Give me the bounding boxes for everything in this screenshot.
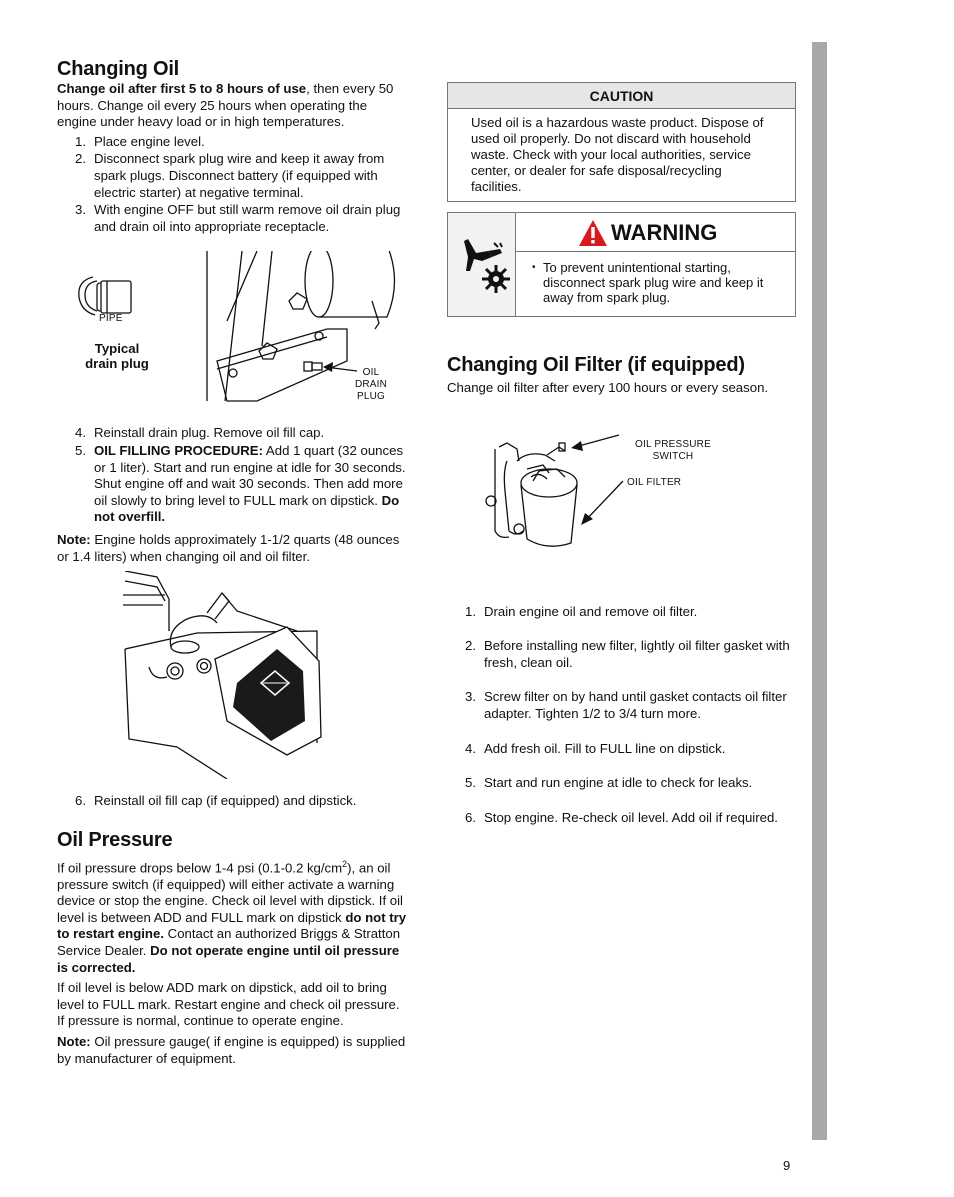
oil-filter-subtitle: Change oil filter after every 100 hours or every season. — [447, 380, 769, 395]
warning-box — [447, 212, 796, 317]
list-item: 6. Reinstall oil fill cap (if equipped) and dipstick. — [75, 793, 357, 809]
oil-filter-label: OIL FILTER — [627, 476, 682, 488]
page-edge-bar — [812, 42, 827, 1140]
oil-fill-illustration — [57, 571, 409, 779]
caution-heading: CAUTION — [448, 83, 795, 109]
changing-oil-steps-b — [57, 425, 409, 526]
list-item: 3. Screw filter on by hand until gasket contacts oil filter adapter. Tighten 1/2 to 3/4 turn more. — [465, 689, 787, 721]
list-item: 4. Add fresh oil. Fill to FULL line on dipstick. — [465, 740, 726, 756]
oil-capacity-note: Note: Engine holds approximately 1-1/2 quarts (48 ounces or 1.4 liters) when changing oil and oil filter. — [57, 531, 400, 564]
list-item: 1. Place engine level. — [75, 133, 205, 149]
right-column — [447, 82, 797, 844]
typical-drain-plug-label: Typical drain plug — [85, 341, 149, 372]
pipe-label: PIPE — [99, 313, 123, 325]
list-item: 6. Stop engine. Re-check oil level. Add oil if required. — [465, 809, 778, 825]
oil-pressure-paragraph-2: If oil level is below ADD mark on dipstick, add oil to bring level to FULL mark. Restart engine and check oil pressure. If pressure is normal, continue to operate engine. — [57, 980, 400, 1029]
warning-heading-row — [516, 213, 795, 252]
oil-drain-plug-label: OIL DRAIN PLUG — [354, 367, 388, 403]
list-item: 2. Before installing new filter, lightly oil filter gasket with fresh, clean oil. — [465, 638, 790, 670]
oil-pressure-switch-label: OIL PRESSURE SWITCH — [635, 438, 711, 462]
caution-text: Used oil is a hazardous waste product. Dispose of used oil properly. Do not discard with household waste. Check with your local authorities, service center, or dealer for safe disposal/recycling facilities. — [471, 115, 764, 194]
page-number: 9 — [783, 1158, 791, 1173]
drain-plug-figure — [57, 251, 409, 419]
oil-filter-title: Changing Oil Filter (if equipped) — [447, 354, 745, 376]
list-item: 1. Drain engine oil and remove oil filter. — [465, 603, 698, 619]
shock-hazard-icon — [448, 213, 516, 316]
list-item: 5. OIL FILLING PROCEDURE: Add 1 quart (32 ounces or 1 liter). Start and run engine at idle for 30 seconds. Shut engine off and wait 30 seconds. Then add more oil slowly to bring level to FULL mark on dipstick. Do not overfill. — [75, 442, 406, 525]
list-item: 2. Disconnect spark plug wire and keep it away from spark plugs. Disconnect battery (if equipped with electric starter) at negative terminal. — [75, 151, 385, 200]
list-item: 4. Reinstall drain plug. Remove oil fill cap. — [75, 425, 325, 441]
oil-filter-section — [447, 353, 797, 826]
oil-filter-figure — [447, 421, 797, 581]
warning-triangle-icon — [578, 219, 608, 247]
list-item: 5. Start and run engine at idle to check for leaks. — [465, 775, 753, 791]
changing-oil-intro: Change oil after first 5 to 8 hours of use, then every 50 hours. Change oil every 25 hours when operating the engine under heavy load or in high temperatures. — [57, 81, 394, 130]
oil-filter-steps — [447, 604, 797, 827]
oil-pressure-title: Oil Pressure — [57, 828, 173, 851]
oil-fill-figure — [57, 571, 409, 779]
oil-pressure-paragraph-1: If oil pressure drops below 1-4 psi (0.1-0.2 $kg/cm^2$), an oil pressure switch (if equipped) will either activate a warning device or stop the engine. Check oil level with dipstick. If oil level is between ADD and FULL mark on dipstick do not try to restart engine. Contact an authorized Briggs & Stratton Service Dealer. Do not operate engine until oil pressure is corrected. — [57, 858, 407, 975]
left-column — [57, 57, 409, 1067]
warning-text: • To prevent unintentional starting, disconnect spark plug wire and keep it away from spark plug. — [532, 260, 764, 305]
caution-box — [447, 82, 796, 202]
oil-pressure-section — [57, 828, 409, 1068]
warning-heading: WARNING — [611, 220, 718, 245]
changing-oil-steps — [57, 134, 409, 236]
oil-filter-illustration — [447, 421, 797, 581]
oil-pressure-note: Note: Oil pressure gauge( if engine is equipped) is supplied by manufacturer of equipment. — [57, 1034, 406, 1066]
list-item: 3. With engine OFF but still warm remove oil drain plug and drain oil into appropriate receptacle. — [75, 202, 401, 234]
changing-oil-steps-c — [57, 793, 409, 810]
changing-oil-title: Changing Oil — [57, 58, 180, 80]
